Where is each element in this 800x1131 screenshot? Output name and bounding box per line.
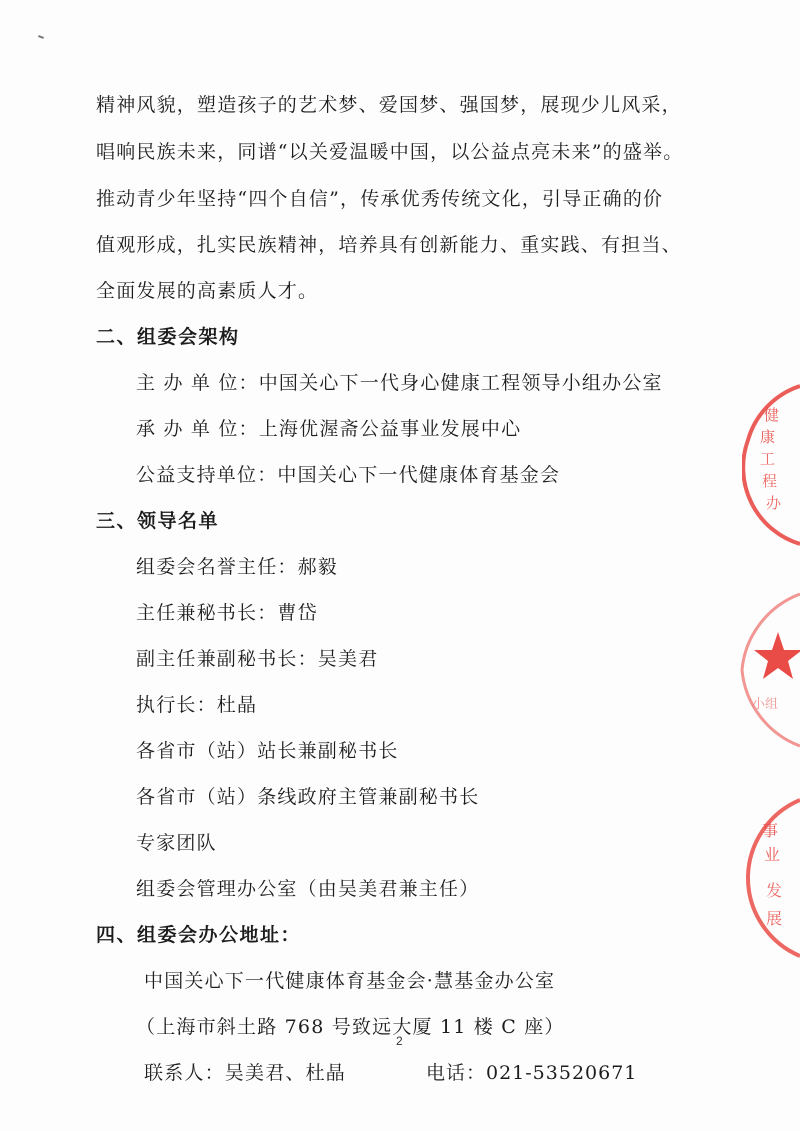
- paragraph-line-5: 全面发展的高素质人才。: [96, 280, 319, 302]
- section-3-heading: 三、领导名单: [96, 510, 220, 532]
- svg-text:康: 康: [760, 428, 776, 446]
- paragraph-line-4: 值观形成，扎实民族精神，培养具有创新能力、重实践、有担当、: [96, 234, 682, 256]
- section-4-heading: 四、组委会办公地址：: [96, 924, 302, 946]
- seal-stamp: [742, 380, 800, 550]
- leader-item: 执行长：杜晶: [136, 694, 258, 716]
- leader-item: 组委会名誉主任：郝毅: [136, 556, 339, 578]
- svg-text:小组: 小组: [752, 697, 779, 712]
- section-2-heading: 二、组委会架构: [96, 326, 240, 348]
- contact-phone: 电话：021-53520671: [426, 1062, 638, 1084]
- svg-text:展: 展: [766, 909, 783, 928]
- paragraph-line-2: 唱响民族未来，同谱“以关爱温暖中国，以公益点亮未来”的盛举。: [96, 141, 684, 163]
- paragraph-line-3: 推动青少年坚持“四个自信”，传承优秀传统文化，引导正确的价: [96, 188, 664, 210]
- office-address: （上海市斜土路 768 号致远大厦 11 楼 C 座）: [136, 1016, 565, 1038]
- leader-item: 各省市（站）条线政府主管兼副秘书长: [136, 786, 480, 808]
- organizer-unit: 承 办 单 位：上海优渥斋公益事业发展中心: [136, 418, 522, 440]
- svg-text:程: 程: [762, 472, 778, 490]
- paragraph-line-1: 精神风貌，塑造孩子的艺术梦、爱国梦、强国梦，展现少儿风采，: [96, 94, 682, 116]
- svg-text:业: 业: [764, 845, 781, 864]
- leader-item: 各省市（站）站长兼副秘书长: [136, 740, 399, 762]
- leader-item: 主任兼秘书长：曹岱: [136, 602, 318, 624]
- seal-stamp-2: [742, 796, 800, 966]
- page-number: 2: [396, 1034, 403, 1048]
- leader-item: 组委会管理办公室（由吴美君兼主任）: [136, 878, 480, 900]
- svg-text:事: 事: [762, 821, 779, 840]
- supporter-unit: 公益支持单位：中国关心下一代健康体育基金会: [136, 464, 561, 486]
- host-unit: 主 办 单 位：中国关心下一代身心健康工程领导小组办公室: [136, 372, 663, 394]
- contact-person: 联系人：吴美君、杜晶: [144, 1062, 347, 1084]
- svg-text:健: 健: [764, 406, 780, 424]
- svg-text:发: 发: [766, 881, 783, 900]
- leader-item: 副主任兼副秘书长：吴美君: [136, 648, 379, 670]
- scan-speck: [38, 35, 44, 39]
- office-name: 中国关心下一代健康体育基金会·慧基金办公室: [144, 970, 556, 992]
- leader-item: 专家团队: [136, 832, 217, 854]
- seal-star-stamp: [738, 590, 800, 750]
- svg-text:工: 工: [760, 450, 776, 468]
- svg-text:办: 办: [766, 494, 782, 512]
